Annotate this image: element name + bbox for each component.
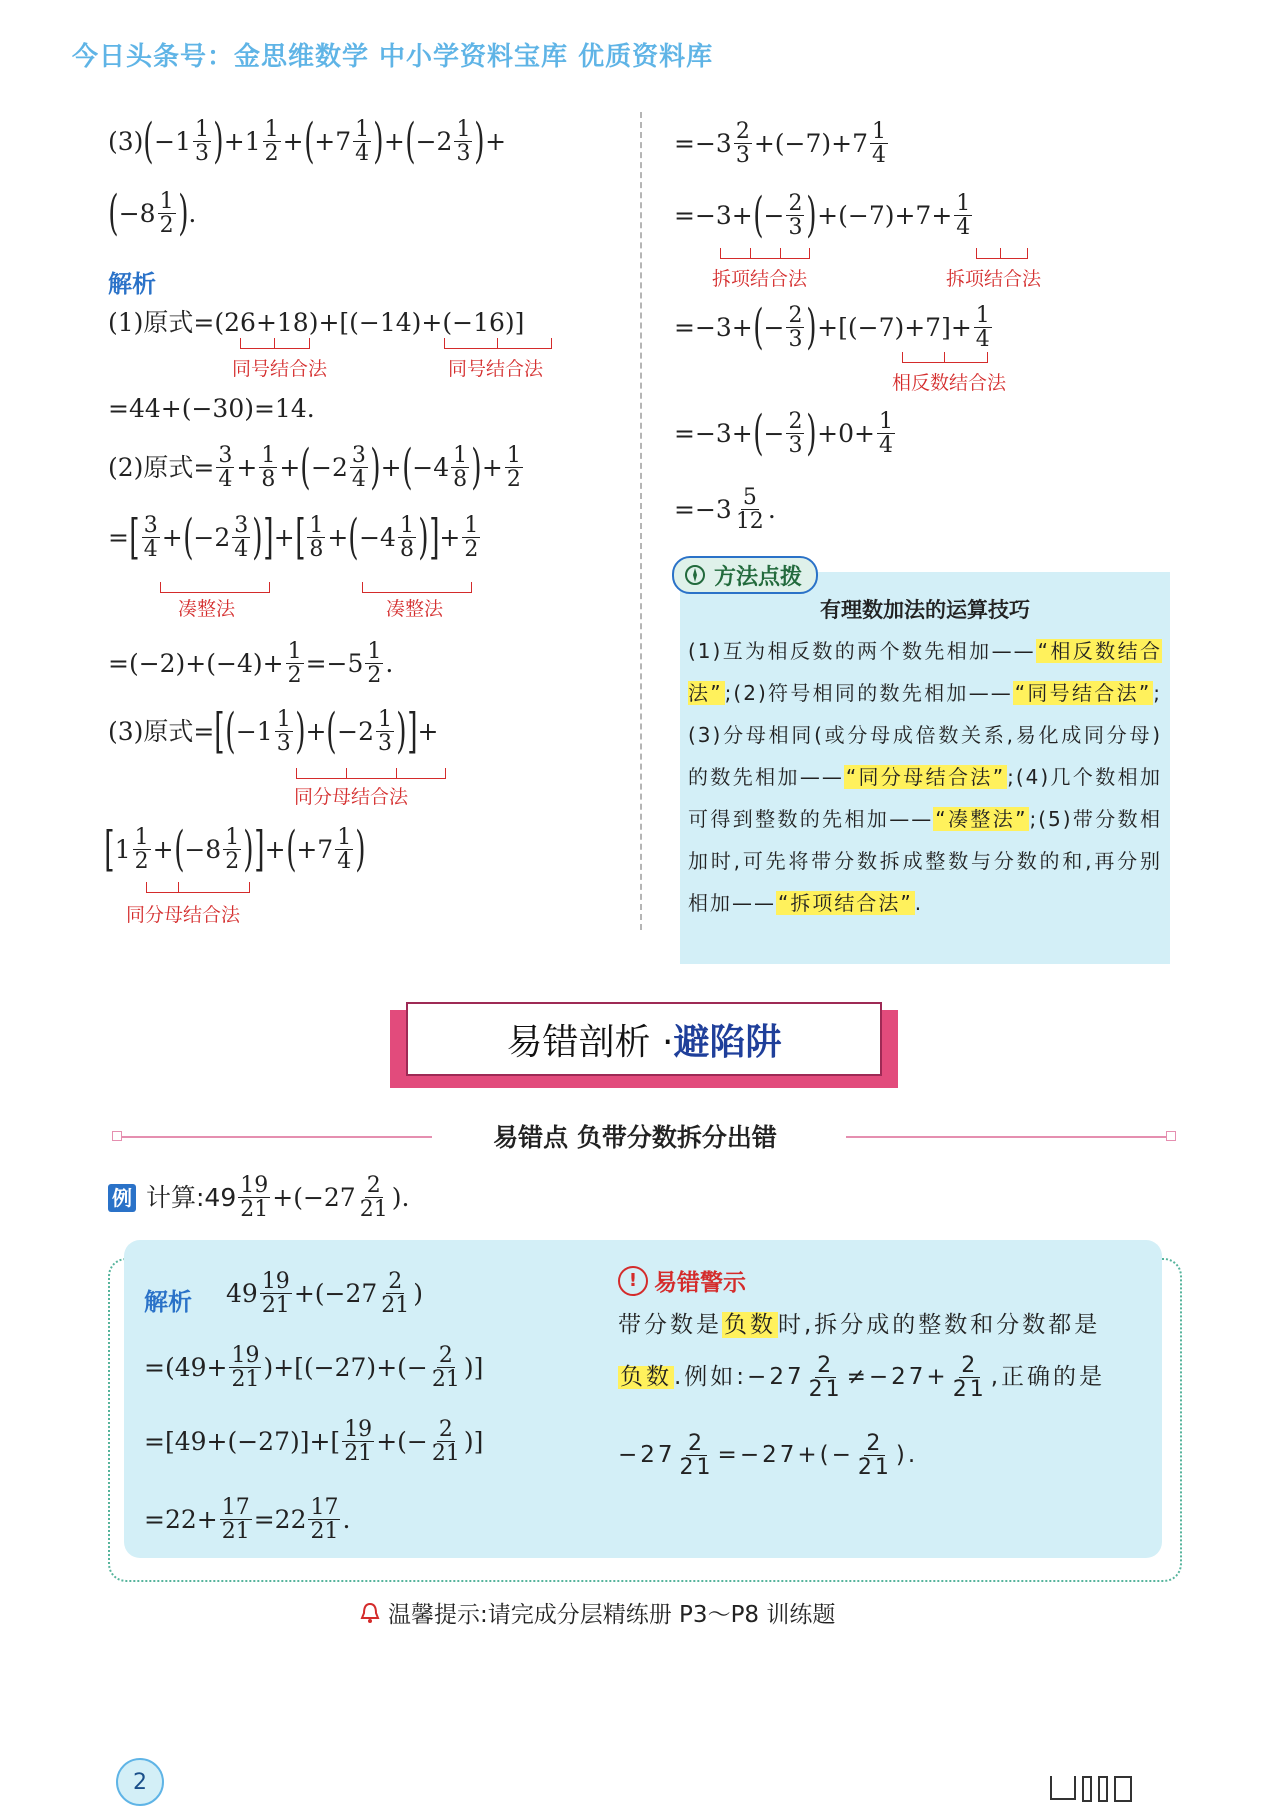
bracket-tonghao-1: [240, 338, 310, 349]
bracket-tongfenmu-2: [146, 882, 250, 893]
warning-line3: −27 $\frac{2}{21}$ =−27+(− $\frac{2}{21}$ ).: [618, 1431, 919, 1481]
method-tip-title: 有理数加法的运算技巧: [820, 598, 1030, 622]
section-title: 易错点 负带分数拆分出错: [493, 1123, 777, 1152]
label-chaixiang-2: 拆项结合法: [946, 268, 1042, 290]
bracket-couzheng-1: [160, 582, 270, 593]
right-line5: =−3 $\frac{5}{12}$ .: [674, 485, 776, 535]
label-couzheng-1: 凑整法: [178, 598, 236, 620]
warning-heading: ! 易错警示: [618, 1264, 746, 1297]
right-line4: =−3+ ( − $\frac{2}{3}$ ) +0+ $\frac{1}{4}$: [674, 405, 893, 461]
corner-decoration: [1050, 1776, 1132, 1798]
label-xiangfanshu: 相反数结合法: [892, 372, 1007, 394]
label-tongfenmu-1: 同分母结合法: [294, 786, 409, 808]
solution-2-line1: (2)原式= $\frac{3}{4}$ + $\frac{1}{8}$ + ( −2 $\frac{3}{4}$ ) + ( −4 $\frac{1}{8}$ ) + $\frac{1}{2}$: [108, 439, 521, 495]
right-line3: =−3+ ( − $\frac{2}{3}$ ) +[(−7)+7]+ $\frac{1}{4}$: [674, 299, 990, 355]
page-number: 2: [116, 1758, 164, 1806]
section-line-right: [846, 1136, 1166, 1138]
section-line-left-end: [112, 1131, 122, 1141]
problem-label: (3): [108, 127, 144, 157]
solution-3-line1: (3)原式= [ ( −1 $\frac{1}{3}$ ) + ( −2 $\frac{1}{3}$ ) ] +: [108, 703, 439, 759]
solution-2-line3: =(−2)+(−4)+ $\frac{1}{2}$ =−5 $\frac{1}{2}$ .: [108, 639, 394, 689]
warning-line1: 带分数是负数时,拆分成的整数和分数都是: [618, 1312, 1101, 1338]
section-banner: 易错剖析 · 避陷阱: [406, 1002, 882, 1076]
label-chaixiang-1: 拆项结合法: [712, 268, 808, 290]
bracket-tongfenmu-1: [296, 768, 446, 779]
example-prompt: 例 计算:49 $\frac{19}{21}$ +(−27 $\frac{2}{21}$ ).: [108, 1174, 409, 1221]
bracket-chaixiang-2: [976, 248, 1028, 259]
bracket-tonghao-2: [444, 338, 552, 349]
label-tongfenmu-2: 同分母结合法: [126, 904, 241, 926]
example-line4: =22+ $\frac{17}{21}$ =22 $\frac{17}{21}$ .: [144, 1495, 351, 1545]
solution-2-line2: = [ $\frac{3}{4}$ + ( −2 $\frac{3}{4}$ ) ] + [ $\frac{1}{8}$ + ( −4 $\frac{1}{8}$ ) ] + $\frac{1}{2}$: [108, 509, 479, 565]
example-line1: 49 $\frac{19}{21}$ +(−27 $\frac{2}{21}$ ): [226, 1269, 424, 1319]
method-tip-tag: 方法点拨: [672, 556, 818, 594]
example-analysis-label: 解析: [144, 1288, 192, 1316]
compass-icon: [684, 564, 706, 586]
label-couzheng-2: 凑整法: [386, 598, 444, 620]
bracket-chaixiang-1: [720, 248, 810, 259]
solution-1-result: =44+(−30)=14.: [108, 394, 315, 423]
bracket-xiangfanshu: [902, 352, 988, 363]
method-tip-body: (1)互为相反数的两个数先相加—— “相反数结合法” ;(2)符号相同的数先相加—— “同号结合法” ;(3)分母相同(或分母成倍数关系,易化成同分母)的数先相加—— “同分母结合法” ;(4)几个数相加可得到整数的先相加—— “凑整法” ;(5)带分数相加时,可先将带分数拆成整数与分数的和,再分别相加—— “拆项结合法” .: [688, 639, 1162, 915]
example-line2: =(49+ $\frac{19}{21}$ )+[(−27)+(− $\frac{2}{21}$ )]: [144, 1343, 484, 1393]
warning-line2: 负数 .例如:−27 $\frac{2}{21}$ ≠−27+ $\frac{2}{21}$ ,正确的是: [620, 1353, 1106, 1403]
label-tonghao-2: 同号结合法: [448, 358, 544, 380]
solution-3-line2: [ 1 $\frac{1}{2}$ + ( −8 $\frac{1}{2}$ ) ] + ( +7 $\frac{1}{4}$ ): [104, 821, 366, 877]
solution-1-line1: (1)原式= (26+18)+[(−14)+(−16)]: [108, 308, 525, 337]
column-divider: [640, 112, 642, 930]
example-line3: =[49+(−27)]+[ $\frac{19}{21}$ +(− $\frac{2}{21}$ )]: [144, 1417, 484, 1467]
label-tonghao-1: 同号结合法: [232, 358, 328, 380]
problem-3-line2: ( −8 $\frac{1}{2}$ ) .: [108, 185, 197, 241]
analysis-label: 解析: [108, 270, 156, 298]
header-watermark: 今日头条号：金思维数学 中小学资料宝库 优质资料库: [72, 42, 714, 72]
problem-3-line1: (3) ( −1 $\frac{1}{3}$ ) +1 $\frac{1}{2}$ + ( +7 $\frac{1}{4}$ ) + ( −2 $\frac{1}{3}$ ) +: [108, 113, 507, 169]
section-line-left: [122, 1136, 432, 1138]
bell-icon: [360, 1602, 380, 1624]
right-line2: =−3+ ( − $\frac{2}{3}$ ) +(−7)+7+ $\frac{1}{4}$: [674, 187, 971, 243]
footnote: 温馨提示:请完成分层精练册 P3～P8 训练题: [360, 1596, 835, 1629]
exclamation-icon: !: [618, 1266, 648, 1296]
right-line1: =−3 $\frac{2}{3}$ +(−7)+7 $\frac{1}{4}$: [674, 119, 886, 169]
bracket-couzheng-2: [362, 582, 472, 593]
section-line-right-end: [1166, 1131, 1176, 1141]
example-badge: 例: [108, 1184, 136, 1212]
